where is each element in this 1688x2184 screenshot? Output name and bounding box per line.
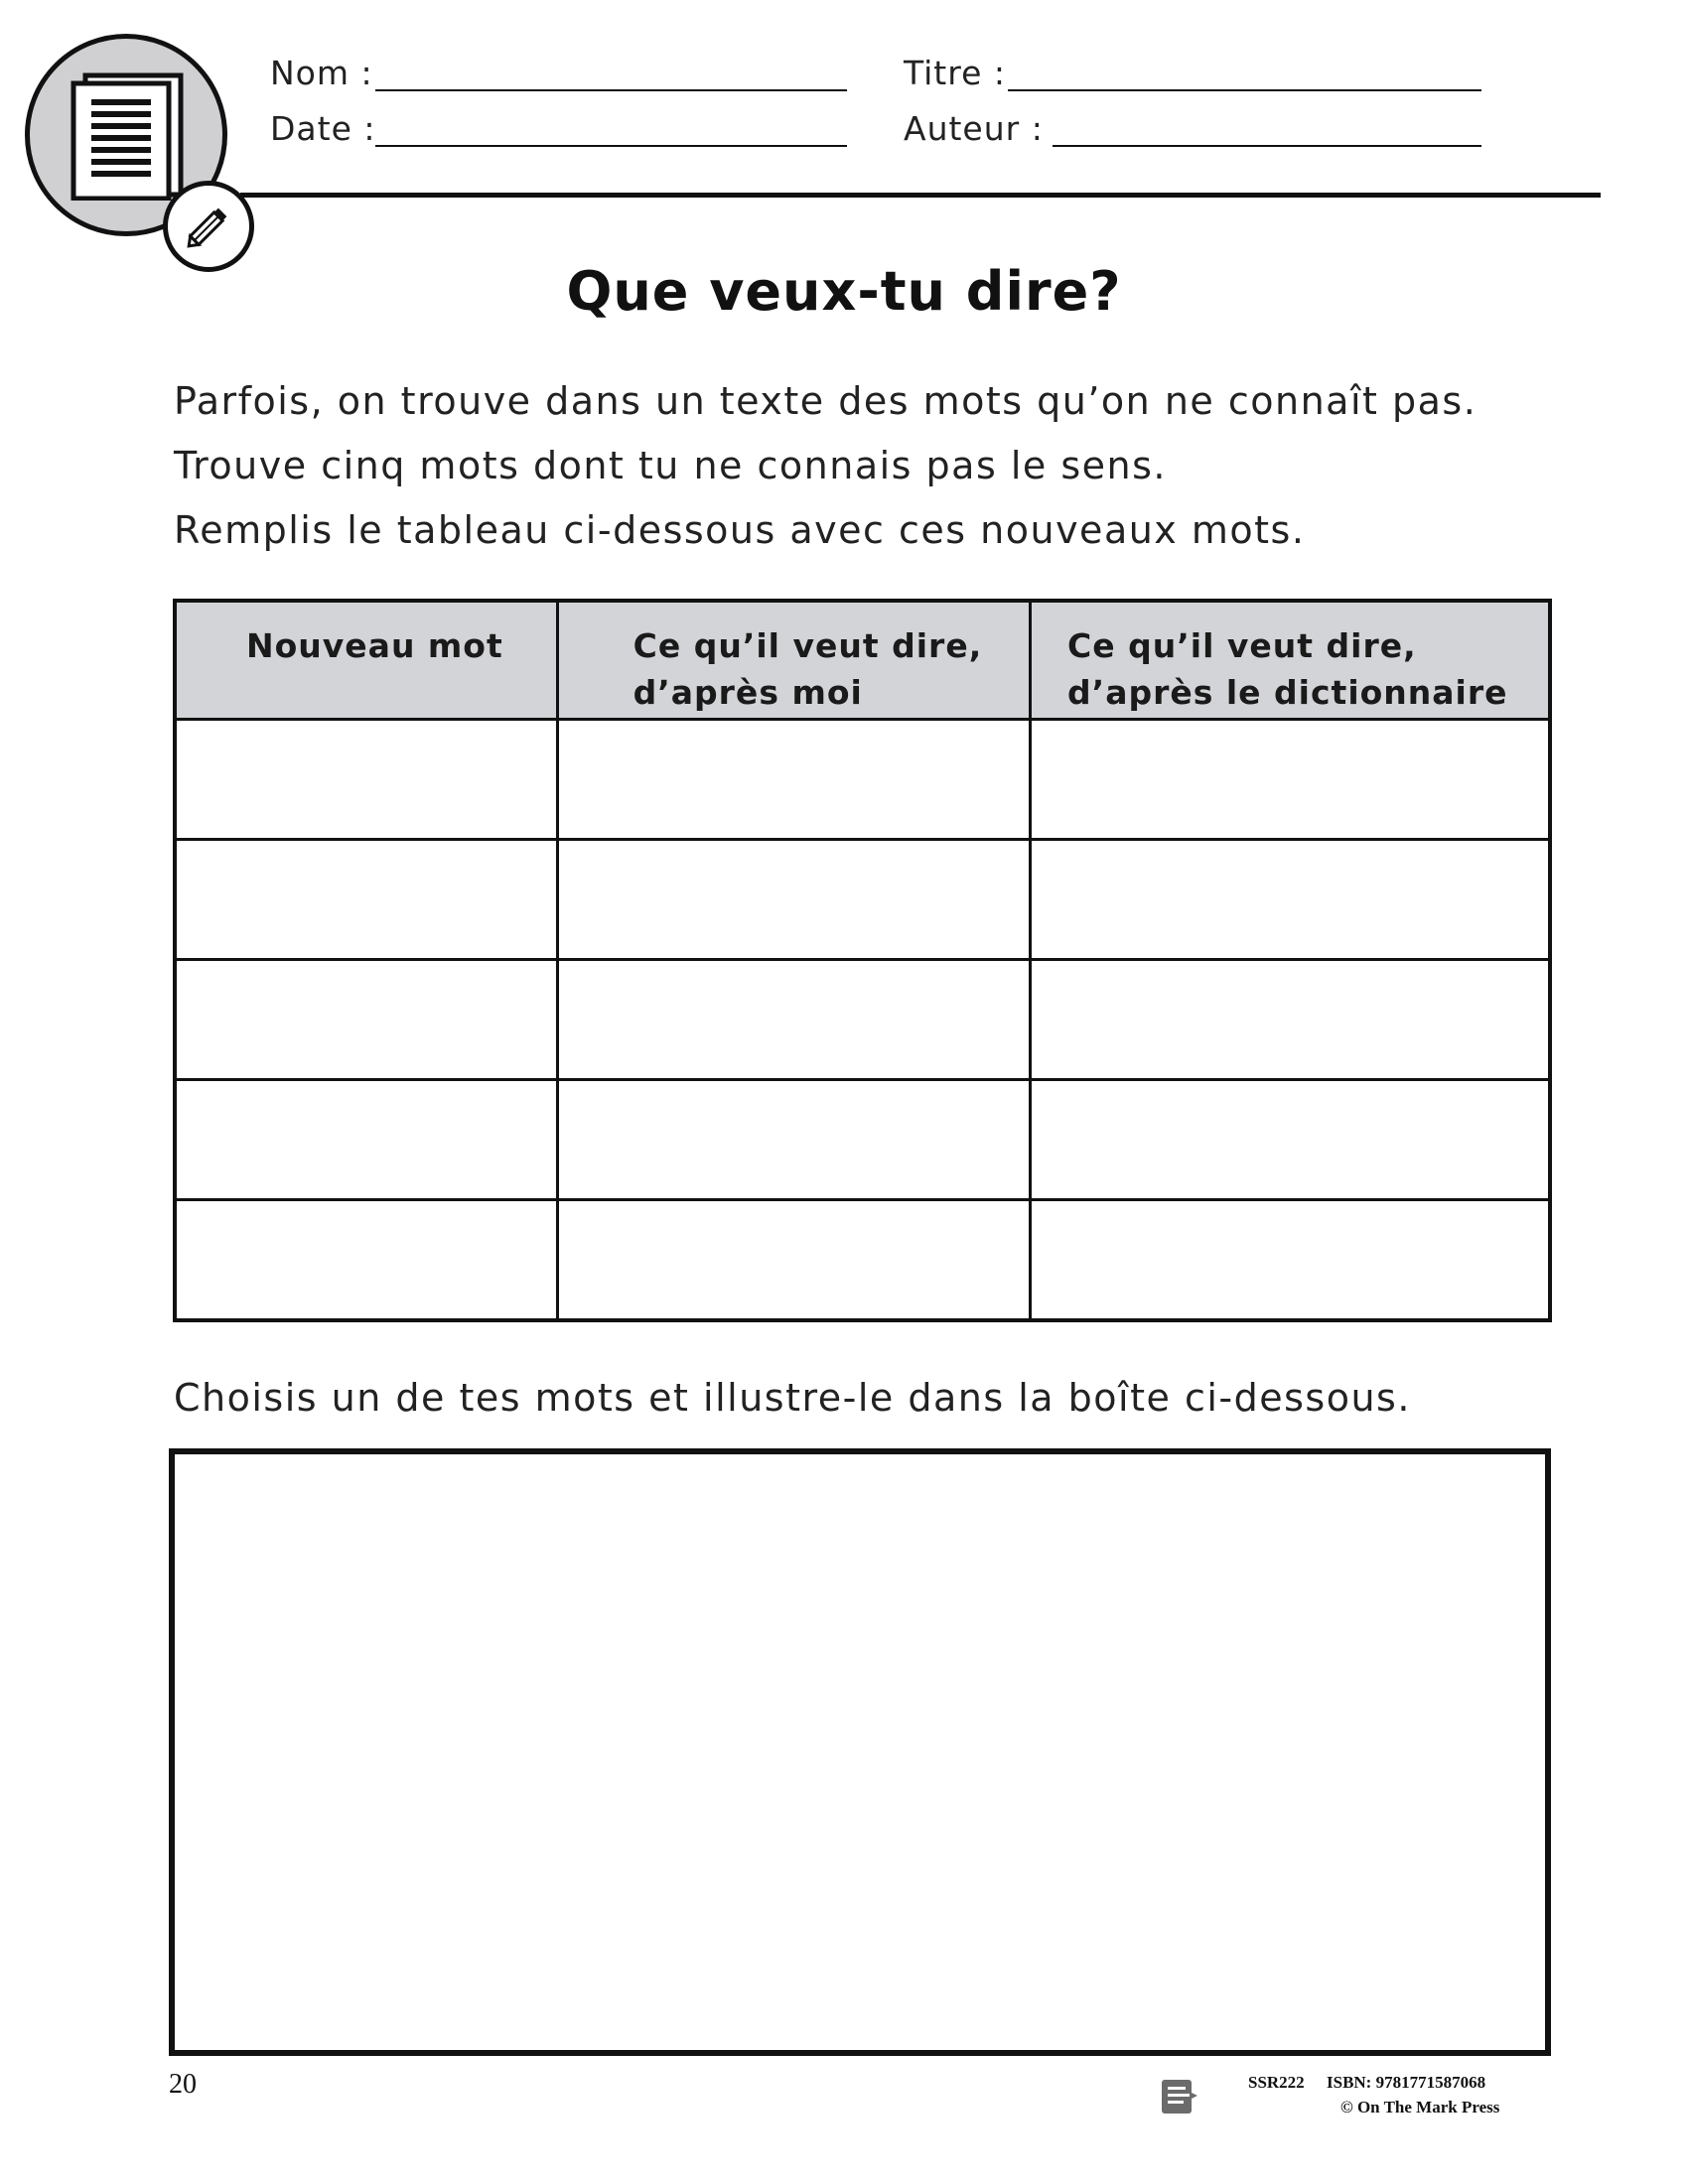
table-row: [175, 1199, 1550, 1320]
date-field[interactable]: [375, 145, 847, 147]
dictionary-meaning-cell[interactable]: [1031, 839, 1550, 959]
title-field[interactable]: [1008, 89, 1481, 91]
page-title: Que veux-tu dire?: [566, 260, 1122, 323]
dictionary-meaning-cell[interactable]: [1031, 719, 1550, 839]
vocabulary-table: [173, 599, 1552, 1322]
drawing-box[interactable]: [169, 1448, 1551, 2056]
my-meaning-cell[interactable]: [557, 1079, 1030, 1199]
new-word-cell[interactable]: [175, 959, 557, 1079]
table-row: [175, 959, 1550, 1079]
header-line: d’après moi: [633, 673, 863, 712]
column-header-dictionary-meaning: [1031, 601, 1550, 719]
dictionary-meaning-cell[interactable]: [1031, 959, 1550, 1079]
new-word-cell[interactable]: [175, 839, 557, 959]
my-meaning-cell[interactable]: [557, 959, 1030, 1079]
table-row: [175, 1079, 1550, 1199]
product-code: SSR222: [1248, 2073, 1305, 2092]
page-number: 20: [169, 2069, 197, 2100]
instruction-line-1: Parfois, on trouve dans un texte des mots qu’on ne connaît pas.: [174, 379, 1477, 423]
date-label: Date :: [270, 109, 376, 148]
instruction-line-2: Trouve cinq mots dont tu ne connais pas le sens.: [174, 444, 1167, 487]
dictionary-meaning-cell[interactable]: [1031, 1079, 1550, 1199]
table-row: [175, 839, 1550, 959]
copyright: © On The Mark Press: [1340, 2098, 1500, 2116]
header-line: Ce qu’il veut dire,: [1067, 626, 1417, 665]
header-line: Ce qu’il veut dire,: [633, 626, 983, 665]
header-rule: [240, 193, 1601, 198]
header-line: d’après le dictionnaire: [1067, 673, 1508, 712]
name-field[interactable]: [375, 89, 847, 91]
my-meaning-cell[interactable]: [557, 1199, 1030, 1320]
header-line: Nouveau mot: [246, 626, 503, 665]
book-logo-icon: [1160, 2078, 1199, 2116]
table-header-row: [175, 601, 1550, 719]
author-field[interactable]: [1053, 145, 1481, 147]
pencil-icon: [181, 199, 236, 254]
instruction-line-3: Remplis le tableau ci-dessous avec ces nouveaux mots.: [174, 508, 1306, 552]
table-row: [175, 719, 1550, 839]
column-header-new-word: [175, 601, 557, 719]
my-meaning-cell[interactable]: [557, 719, 1030, 839]
new-word-cell[interactable]: [175, 1079, 557, 1199]
document-icon: [70, 71, 187, 201]
my-meaning-cell[interactable]: [557, 839, 1030, 959]
author-label: Auteur :: [904, 109, 1044, 148]
name-label: Nom :: [270, 54, 373, 92]
title-label: Titre :: [904, 54, 1007, 92]
dictionary-meaning-cell[interactable]: [1031, 1199, 1550, 1320]
isbn: ISBN: 9781771587068: [1327, 2073, 1486, 2092]
column-header-my-meaning: [557, 601, 1030, 719]
new-word-cell[interactable]: [175, 719, 557, 839]
new-word-cell[interactable]: [175, 1199, 557, 1320]
drawing-prompt: Choisis un de tes mots et illustre-le dans la boîte ci-dessous.: [174, 1376, 1411, 1420]
